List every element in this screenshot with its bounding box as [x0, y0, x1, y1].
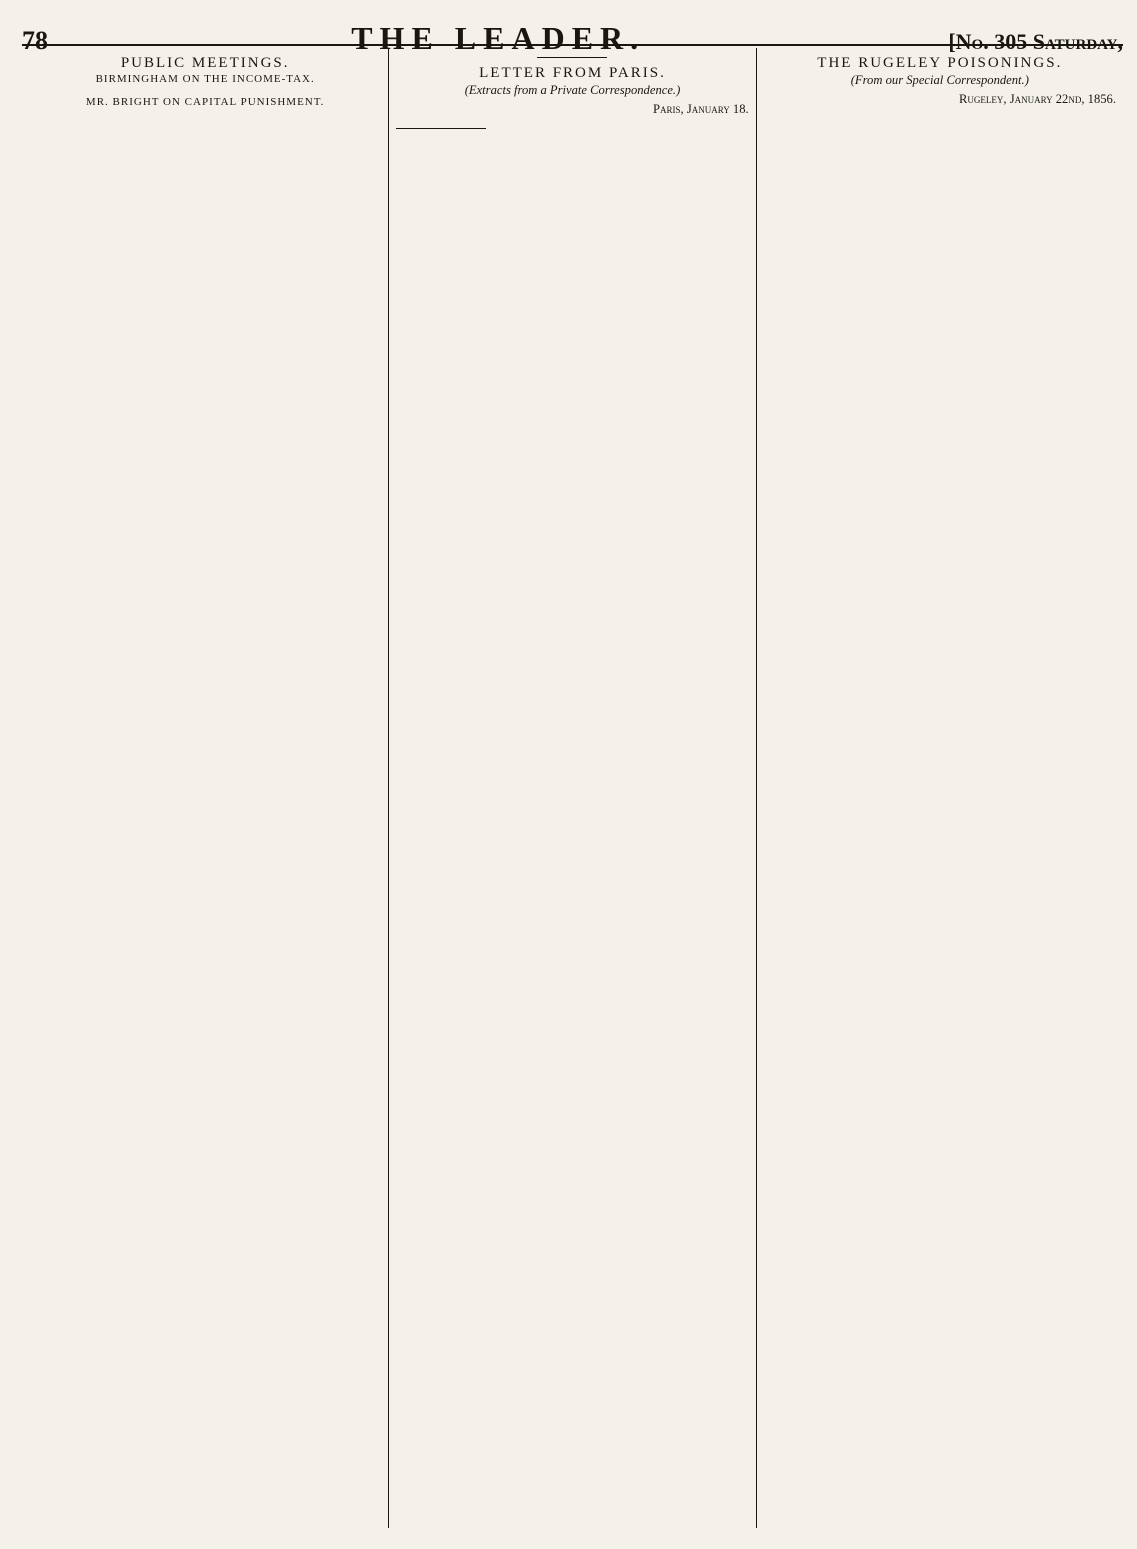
column-right: [756, 48, 1123, 1528]
column-middle: [388, 48, 755, 1528]
issue-line: [No. 305 Saturday,: [948, 29, 1123, 54]
section-divider: [537, 57, 607, 58]
letter-from-paris-heading: LETTER FROM PARIS. (Extracts from a Private Correspondence.): [464, 65, 681, 98]
letter-dateline: Paris, January 18.: [653, 102, 749, 117]
footnote-rule: [396, 128, 486, 129]
masthead: [22, 0, 1123, 56]
text-columns: [22, 48, 1123, 1528]
rugeley-heading: THE RUGELEY POISONINGS. (From our Special Correspondent.): [817, 55, 1063, 88]
rugeley-dateline: Rugeley, January 22nd, 1856.: [959, 92, 1116, 107]
public-meetings-heading: PUBLIC MEETINGS. BIRMINGHAM ON THE INCOME-TAX.: [95, 55, 315, 86]
page-number: 78: [22, 26, 48, 55]
capital-punishment-heading: MR. BRIGHT ON CAPITAL PUNISHMENT.: [85, 96, 325, 109]
paper-title: THE LEADER.: [351, 20, 646, 56]
column-left: [22, 48, 388, 1528]
